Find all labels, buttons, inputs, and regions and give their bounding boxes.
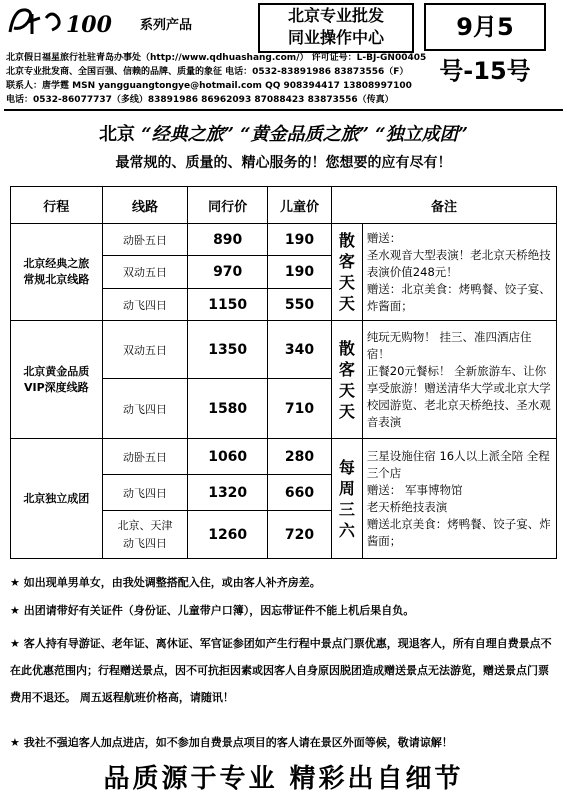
divider [4,109,563,111]
route-cell: 北京、天津 动飞四日 [102,511,188,559]
table-row [11,224,557,256]
price-cell: 890 [188,224,268,256]
tagline: 最常规的、质量的、精心服务的！您想要的应有尽有！ [115,155,452,171]
banner-q3: “独立成团” [375,124,468,145]
child-price-cell: 340 [268,321,332,379]
notes-cell: 纯玩无购物！ 挂三、准四酒店住宿！ 正餐20元餐标！ 全新旅游车、让你享受旅游！赠送清华大学或北京大学校园游览、老北京天桥绝技、圣水观音表演 [362,321,556,439]
note-bullet-2: ★ 出团请带好有关证件（身份证、儿童带户口簿），因忘带证件不能上机后果自负。 [10,604,415,617]
table-row [11,321,557,379]
info-line-2: 北京专业批发商、全国百强、信赖的品牌、质量的象征 电话：0532-83891986 83873556（F） [6,67,409,77]
child-price-cell: 190 [268,256,332,289]
footer-slogan: 品质源于专业 精彩出自细节 [103,764,464,794]
route-cell: 动卧五日 [102,224,188,256]
tour-table [10,186,557,559]
child-price-cell: 710 [268,379,332,439]
price-cell: 1350 [188,321,268,379]
child-price-cell: 720 [268,511,332,559]
company-logo [6,4,126,38]
child-price-cell: 190 [268,224,332,256]
info-line-1: 北京假日福星旅行社驻青岛办事处（http://www.qdhuashang.com/） 许可证号：L-BJ-GN00405 [6,53,427,63]
group-name: 北京独立成团 [11,439,103,559]
note-bullet-3: ★ 客人持有导游证、老年证、离休证、军官证参团如产生行程中景点门票优惠，现退客人，所有自理自费景点不在此优惠范围内；行程赠送景点，因不可抗拒因素或因客人自身原因脱团造成赠送景点无法游览，赠送景点门票费用不退还。 周五返程航班价格高，请随讯！ [10,637,552,704]
price-cell: 1060 [188,439,268,475]
col-header-price: 同行价 [188,187,268,224]
banner [0,120,567,146]
route-cell: 动卧五日 [102,439,188,475]
notes-cell: 赠送： 圣水观音大型表演！老北京天桥绝技表演价值248元！ 赠送：北京美食：烤鸭餐、饺子宴、炸酱面； [362,224,556,321]
notes-cell: 三星设施住宿 16人以上派全陪 全程三个店 赠送： 军事博物馆 老天桥绝技表演 赠送北京美食：烤鸭餐、饺子宴、炸酱面； [362,439,556,559]
group-name: 北京黄金品质 VIP深度线路 [11,321,103,439]
col-header-child-price: 儿童价 [268,187,332,224]
child-price-cell: 550 [268,289,332,321]
date-range: 9月5号-15号 [424,3,546,51]
departure-frequency-text: 散客天天 [338,231,355,313]
price-cell: 1580 [188,379,268,439]
route-cell: 双动五日 [102,321,188,379]
group-name: 北京经典之旅 常规北京线路 [11,224,103,321]
departure-frequency-text: 每周三六 [338,457,355,540]
route-cell: 动飞四日 [102,289,188,321]
center-title-line2: 同业操作中心 [287,28,384,47]
child-price-cell: 280 [268,439,332,475]
departure-frequency [331,439,362,559]
info-line-4: 电话：0532-86077737（多线）83891986 86962093 87088423 83873556（传真） [6,95,394,105]
price-cell: 1320 [188,475,268,511]
table-row [11,439,557,475]
departure-frequency-text: 散客天天 [338,338,355,421]
route-cell: 动飞四日 [102,475,188,511]
col-header-notes: 备注 [331,187,556,224]
route-cell: 动飞四日 [102,379,188,439]
center-title-line1: 北京专业批发 [287,6,384,25]
series-label: 系列产品 [140,18,193,33]
banner-q1: “经典之旅” [141,124,234,145]
child-price-cell: 660 [268,475,332,511]
svg-text:100: 100 [66,12,112,38]
banner-q2: “黄金品质之旅” [240,124,369,145]
center-title-box [258,3,414,53]
price-cell: 1150 [188,289,268,321]
info-line-3: 联系人：唐学霆 MSN yangguangtongye@hotmail.com QQ 908394417 13808997100 [6,81,412,91]
departure-frequency [331,321,362,439]
note-bullet-1: ★ 如出现单男单女，由我处调整搭配入住，或由客人补齐房差。 [10,576,321,589]
col-header-route: 线路 [102,187,188,224]
route-cell: 双动五日 [102,256,188,289]
col-header-itinerary: 行程 [11,187,103,224]
price-cell: 970 [188,256,268,289]
table-header-row [11,187,557,224]
price-cell: 1260 [188,511,268,559]
departure-frequency [331,224,362,321]
note-bullet-4: ★ 我社不强迫客人加点进店，如不参加自费景点项目的客人请在景区外面等候，敬请谅解！ [10,736,453,749]
banner-prefix: 北京 [99,124,135,145]
